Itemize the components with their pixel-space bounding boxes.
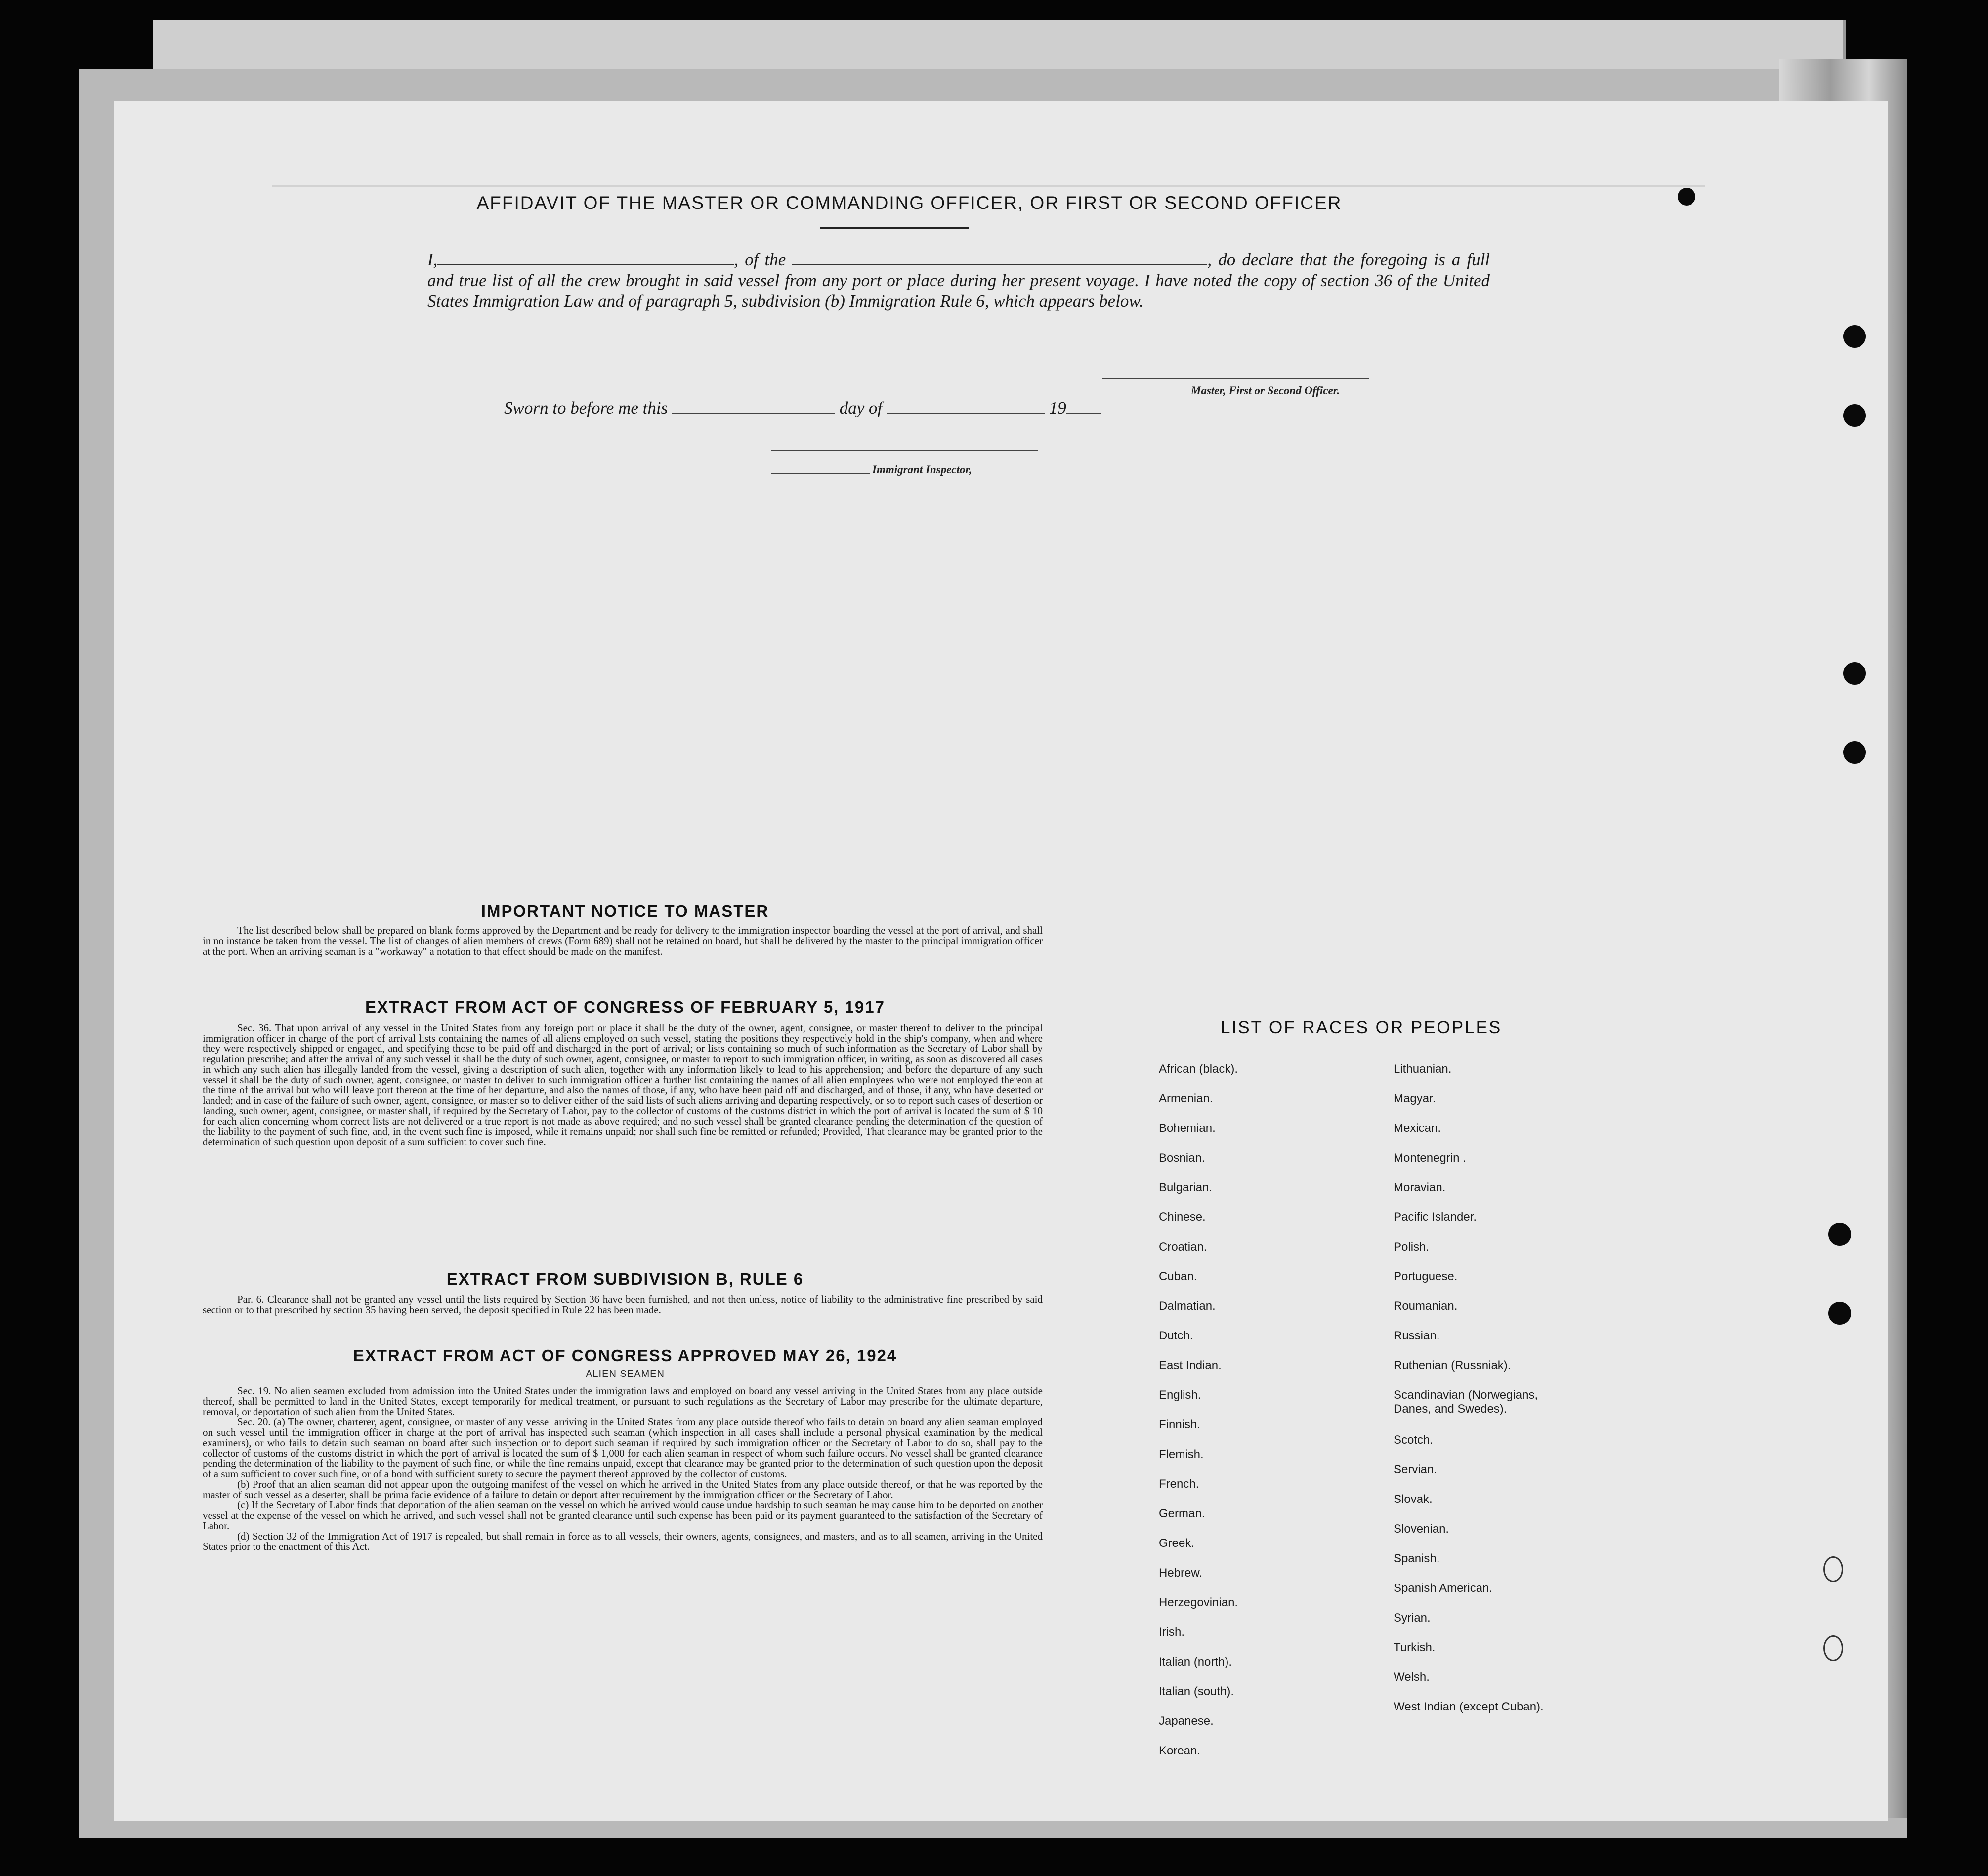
vessel-blank[interactable] [792, 250, 1207, 265]
inspector-signature-line[interactable] [771, 450, 1038, 451]
race-item: Japanese. [1159, 1714, 1214, 1728]
sworn-year-blank[interactable] [1066, 398, 1101, 414]
extract-1917-body: Sec. 36. That upon arrival of any vessel in the United States from any foreign port or place it shall be the duty of the owner, agent, consignee, or master thereof to deliver to the principal immigration officer in charge of the port of arrival lists containing the names of all aliens employed on such vessel, stating the positions they respectively hold in the ship's company, when and where they were respectively shipped or engaged, and specifying those to be paid off and discharged in the port of arrival; or lists containing so much of such information as the Secretary of Labor shall by regulation prescribe; and after the arrival of any such vessel it shall be the duty of such owner, agent, consignee, or master to report to such immigration officer, in writing, as soon as discovered all cases in which any such alien has illegally landed from the vessel, giving a description of such alien, together with any information likely to lead to his apprehension; and before the departure of any such vessel it shall be the duty of such owner, agent, consignee, or master to deliver to such immigration officer a further list containing the names of all alien employees who were not employed thereon at the time of the arrival but who will leave port thereon at the time of her departure, and also the names of those, if any, who have been paid off and discharged, and of those, if any, who have deserted or landed; and in case of the failure of such owner, agent, consignee, or master so to deliver either of the said lists of such aliens arriving and departing respectively, or so to report such cases of desertion or landing, such owner, agent, consignee, or master shall, if required by the Secretary of Labor, pay to the collector of customs of the customs district in which the port of arrival is located the sum of $ 10 for each alien concerning whom correct lists are not delivered or a true report is not made as above required; and no such vessel shall be granted clearance pending the determination of the question of the liability to the payment of such fine, and, in the event such fine is imposed, while it remains unpaid; nor shall such fine be remitted or refunded; Provided, That clearance may be granted prior to the determination of such question upon deposit of a sum sufficient to cover such fine. [203, 1022, 1043, 1148]
binder-hole [1843, 741, 1866, 764]
extract-1917-title: EXTRACT FROM ACT OF CONGRESS OF FEBRUARY 5, 1917 [365, 998, 885, 1016]
race-item: Welsh. [1394, 1670, 1430, 1684]
race-item: English. [1159, 1388, 1201, 1402]
sworn-month-blank[interactable] [887, 398, 1045, 414]
race-item: Dutch. [1159, 1329, 1193, 1342]
race-item: Turkish. [1394, 1641, 1436, 1654]
race-item: Hebrew. [1159, 1566, 1203, 1580]
race-item: Polish. [1394, 1240, 1430, 1253]
race-item: Irish. [1159, 1626, 1185, 1639]
binder-hole [1843, 325, 1866, 348]
race-item: Spanish. [1394, 1552, 1440, 1565]
extract-1924-subtitle: ALIEN SEAMEN [586, 1369, 665, 1379]
race-item: East Indian. [1159, 1359, 1222, 1372]
race-item: Croatian. [1159, 1240, 1207, 1253]
race-item: Portuguese. [1394, 1270, 1458, 1283]
extract-1924-paragraph: Sec. 20. (a) The owner, charterer, agent, consignee, or master of any vessel arriving in the United States from any place outside thereof who fails to detain on board any alien seaman employed on such vessel until the immigration officer in charge at the port of arrival has inspected such seaman (which inspection in all cases shall include a personal physical examination by the medical examiners), or who fails to detain such seaman on board after such inspection or to deport such seaman if required by such immigration officer or the Secretary of Labor to do so, shall pay to the collector of customs of the customs district in which the port of arrival is located the sum of $ 1,000 for each alien seaman in respect of whom such failure occurs. No vessel shall be granted clearance pending the determination of the liability to the payment of such fine, or while the fine remains unpaid, except that clearance may be granted prior to the determination of such question upon the deposit of a sum sufficient to cover such fine, or of a bond with sufficient surety to secure the payment thereof approved by the collector of customs. [203, 1416, 1043, 1480]
race-item: Korean. [1159, 1744, 1201, 1757]
race-item: Ruthenian (Russniak). [1394, 1359, 1511, 1372]
sworn-line: Sworn to before me this day of 19 [504, 398, 1101, 418]
race-item: Finnish. [1159, 1418, 1201, 1431]
notice-title: IMPORTANT NOTICE TO MASTER [481, 902, 769, 920]
binder-hole [1828, 1223, 1851, 1246]
race-item: African (black). [1159, 1062, 1238, 1076]
race-item: French. [1159, 1477, 1199, 1491]
declaration-text: I, , of the , do declare that the foregoing is a full and true list of all the crew brought in said vessel from any port or place during her present voyage. I have noted the copy of section 36 of the United States Immigration Law and of paragraph 5, subdivision (b) Immigration Rule 6, which appears below. [427, 250, 1490, 311]
binder-hole [1828, 1302, 1851, 1325]
affidavit-title: AFFIDAVIT OF THE MASTER OR COMMANDING OFFICER, OR FIRST OR SECOND OFFICER [476, 193, 1342, 213]
races-title: LIST OF RACES OR PEOPLES [1221, 1018, 1502, 1037]
binder-hole [1843, 404, 1866, 427]
race-item: German. [1159, 1507, 1205, 1520]
extract-1924-body [203, 1386, 1043, 1552]
race-item: Moravian. [1394, 1181, 1446, 1194]
race-item: Spanish American. [1394, 1582, 1493, 1595]
extract-1924-title: EXTRACT FROM ACT OF CONGRESS APPROVED MAY 26, 1924 [353, 1346, 897, 1365]
race-item: Pacific Islander. [1394, 1210, 1477, 1224]
extract-1924-paragraph: (d) Section 32 of the Immigration Act of 1917 is repealed, but shall remain in force as to all vessels, their owners, agents, consignees, and masters, and as to all seamen, arriving in the United States prior to the enactment of this Act. [203, 1530, 1043, 1552]
race-item: Montenegrin . [1394, 1151, 1466, 1165]
race-item: Flemish. [1159, 1448, 1204, 1461]
race-item: Servian. [1394, 1463, 1438, 1476]
extract-1924-paragraph: (c) If the Secretary of Labor finds that deportation of the alien seaman on the vessel on which he arrived would cause undue hardship to such seaman he may cause him to be deported on another vessel at the expense of the vessel on which he arrived, and such vessel shall not be granted clearance until such expense has been paid or its payment guaranteed to the satisfaction of the Secretary of Labor. [203, 1499, 1043, 1532]
binder-hole [1843, 662, 1866, 685]
race-item: Italian (south). [1159, 1685, 1234, 1698]
race-item: Mexican. [1394, 1122, 1441, 1135]
race-item: Syrian. [1394, 1611, 1431, 1625]
race-item: Cuban. [1159, 1270, 1197, 1283]
binder-hole [1823, 1635, 1843, 1661]
race-item: Lithuanian. [1394, 1062, 1452, 1076]
master-signature-line[interactable] [1102, 378, 1369, 379]
race-item: Bulgarian. [1159, 1181, 1213, 1194]
extract-rule6-title: EXTRACT FROM SUBDIVISION B, RULE 6 [446, 1270, 804, 1288]
extract-rule6-body: Par. 6. Clearance shall not be granted any vessel until the lists required by Section 36 have been furnished, and not then unless, notice of liability to the administrative fine prescribed by said section or to that prescribed by section 35 having been served, the deposit specified in Rule 22 has been made. [203, 1293, 1043, 1316]
race-item: Slovenian. [1394, 1522, 1449, 1536]
binder-hole [1678, 188, 1695, 206]
race-item: Greek. [1159, 1537, 1195, 1550]
document-page [114, 101, 1888, 1821]
race-item: Bosnian. [1159, 1151, 1205, 1165]
inspector-label: Immigrant Inspector, [872, 463, 972, 476]
extract-1924-paragraph: Sec. 19. No alien seamen excluded from admission into the United States under the immigration laws and employed on board any vessel arriving in the United States from any place outside thereof, shall be permitted to land in the United States, except temporarily for medical treatment, or pursuant to such regulations as the Secretary of Labor may prescribe for the ultimate departure, removal, or deportation of such alien from the United States. [203, 1385, 1043, 1417]
race-item: Bohemian. [1159, 1122, 1216, 1135]
master-signature-label: Master, First or Second Officer. [1191, 384, 1340, 397]
race-item: Armenian. [1159, 1092, 1213, 1105]
race-item: Magyar. [1394, 1092, 1436, 1105]
notice-body: The list described below shall be prepared on blank forms approved by the Department and be ready for delivery to the immigration inspector boarding the vessel at the port of arrival, and shall in no instance be taken from the vessel. The list of changes of alien members of crews (Form 689) shall not be retained on board, but shall be delivered by the master to the principal immigration officer at the port. When an arriving seaman is a "workaway" a notation to that effect should be made on the manifest. [203, 924, 1043, 957]
name-blank[interactable] [437, 250, 734, 265]
race-item: Chinese. [1159, 1210, 1206, 1224]
sworn-day-blank[interactable] [672, 398, 835, 414]
race-item: West Indian (except Cuban). [1394, 1700, 1544, 1713]
inspector-signature-line-2[interactable] [771, 473, 870, 474]
race-item: Russian. [1394, 1329, 1440, 1342]
races-column-2 [1394, 1062, 1571, 1730]
race-item: Italian (north). [1159, 1655, 1232, 1668]
race-item: Slovak. [1394, 1493, 1433, 1506]
declaration-body: that the foregoing is a full and true list of all the crew brought in said vessel from any port or place during her present voyage. I have noted the copy of section 36 of the United States Immigration Law and of paragraph 5, subdivision (b) Immigration Rule 6, which appears below. [427, 250, 1490, 311]
race-item: Scandinavian (Norwegians, Danes, and Swedes). [1394, 1388, 1538, 1416]
race-item: Herzegovinian. [1159, 1596, 1238, 1609]
race-item: Roumanian. [1394, 1299, 1458, 1313]
race-item: Scotch. [1394, 1433, 1434, 1447]
race-item: Dalmatian. [1159, 1299, 1216, 1313]
extract-1924-paragraph: (b) Proof that an alien seaman did not appear upon the outgoing manifest of the vessel on which he arrived in the United States from any place outside thereof, or that he was reported by the master of such vessel as a deserter, shall be prima facie evidence of a failure to detain or deport after requirement by the immigration officer or the Secretary of Labor. [203, 1478, 1043, 1501]
title-rule [820, 227, 969, 229]
binder-hole [1823, 1556, 1843, 1582]
races-column-1 [1159, 1062, 1238, 1774]
